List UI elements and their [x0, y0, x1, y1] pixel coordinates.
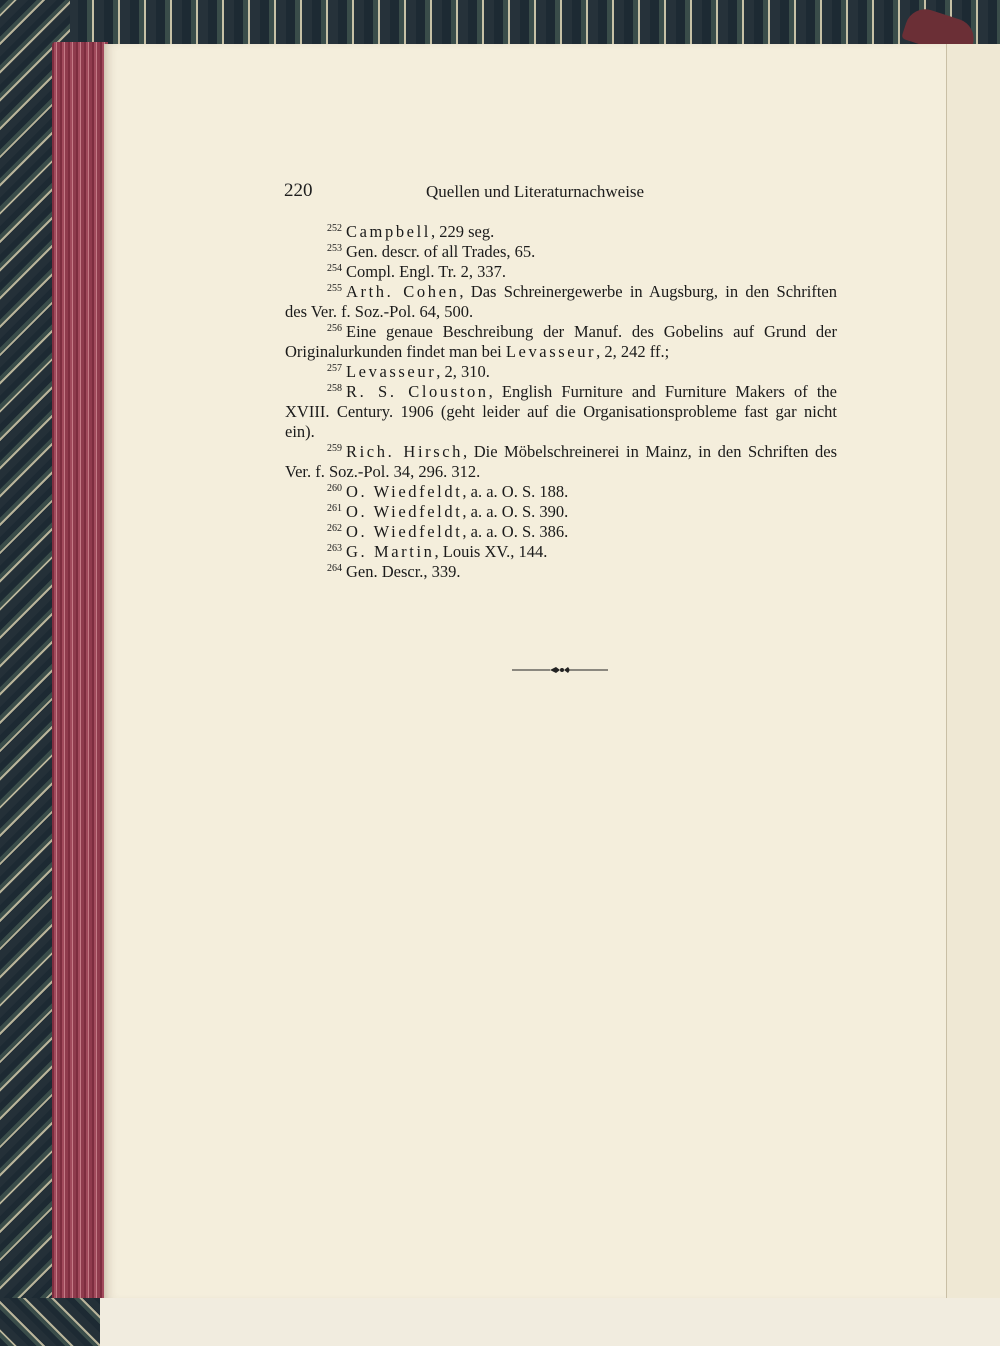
page-number: 220: [284, 180, 313, 201]
endnote-author: Arth. Cohen: [346, 282, 460, 301]
endnote-260: [285, 482, 837, 502]
page-header: [284, 180, 836, 206]
endnote-number: 263: [327, 543, 342, 554]
endnote-255: [285, 282, 837, 322]
endnote-text: , 2, 242 ff.;: [596, 342, 670, 361]
endnote-number: 262: [327, 523, 342, 534]
endnote-author: O. Wiedfeldt: [346, 502, 463, 521]
endnote-number: 264: [327, 563, 342, 574]
endnote-text: , a. a. O. S. 390.: [462, 502, 569, 521]
adjacent-page: [946, 44, 1000, 1300]
endnote-254: [285, 262, 837, 282]
endnote-number: 261: [327, 503, 342, 514]
endnote-252: [285, 222, 837, 242]
endnote-text: Gen. Descr., 339.: [346, 562, 461, 581]
endnote-author: R. S. Clouston: [346, 382, 489, 401]
endnote-264: [285, 562, 837, 582]
endnote-number: 259: [327, 443, 342, 454]
endnote-262: [285, 522, 837, 542]
endnote-text: Eine genaue Beschreibung der Manuf. des Gobelins auf Grund der Originalurkunden findet man bei: [285, 322, 837, 361]
endnote-263: [285, 542, 837, 562]
endnote-number: 252: [327, 223, 342, 234]
endnote-author: Campbell: [346, 222, 431, 241]
endnote-text: , Die Möbelschreinerei in Mainz, in den Schriften des Ver. f. Soz.-Pol. 34, 296. 312.: [285, 442, 837, 481]
endnote-text: , a. a. O. S. 188.: [462, 482, 569, 501]
endnote-259: [285, 442, 837, 482]
endnote-text: , 229 seg.: [430, 222, 495, 241]
endnote-author: Levasseur: [346, 362, 437, 381]
endnote-text: Compl. Engl. Tr. 2, 337.: [346, 262, 506, 281]
endnote-text: , a. a. O. S. 386.: [462, 522, 569, 541]
endnote-253: [285, 242, 837, 262]
endnote-number: 257: [327, 363, 342, 374]
endnote-number: 254: [327, 263, 342, 274]
endnote-258: [285, 382, 837, 442]
book-cover-bottom: [0, 1298, 1000, 1346]
endnote-number: 256: [327, 323, 342, 334]
cover-corner: [0, 1298, 100, 1346]
closing-ornament: [512, 663, 608, 677]
endnote-text: , Das Schreinergewerbe in Augsburg, in den Schriften des Ver. f. Soz.-Pol. 64, 500.: [285, 282, 837, 321]
endnote-number: 253: [327, 243, 342, 254]
endnote-number: 255: [327, 283, 342, 294]
endnote-author: O. Wiedfeldt: [346, 522, 463, 541]
endnote-author: O. Wiedfeldt: [346, 482, 463, 501]
endnote-text: , 2, 310.: [436, 362, 490, 381]
book-cover-top: [0, 0, 1000, 48]
endnote-number: 260: [327, 483, 342, 494]
endnote-text: Gen. descr. of all Trades, 65.: [346, 242, 536, 261]
endnote-261: [285, 502, 837, 522]
running-head: Quellen und Literaturnachweise: [426, 182, 645, 201]
endnote-256: [285, 322, 837, 362]
endnotes-list: [285, 222, 837, 582]
endnote-author: Levasseur: [505, 342, 597, 361]
endnote-text: , Louis XV., 144.: [434, 542, 548, 561]
endnote-author: G. Martin: [346, 542, 435, 561]
endnote-257: [285, 362, 837, 382]
endnote-author: Rich. Hirsch: [346, 442, 464, 461]
endnote-text: , English Furniture and Furniture Makers of the XVIII. Century. 1906 (geht leider auf die Organisationsprobleme fast gar nicht ein).: [285, 382, 837, 441]
endnote-number: 258: [327, 383, 342, 394]
page-edges: [52, 42, 108, 1304]
